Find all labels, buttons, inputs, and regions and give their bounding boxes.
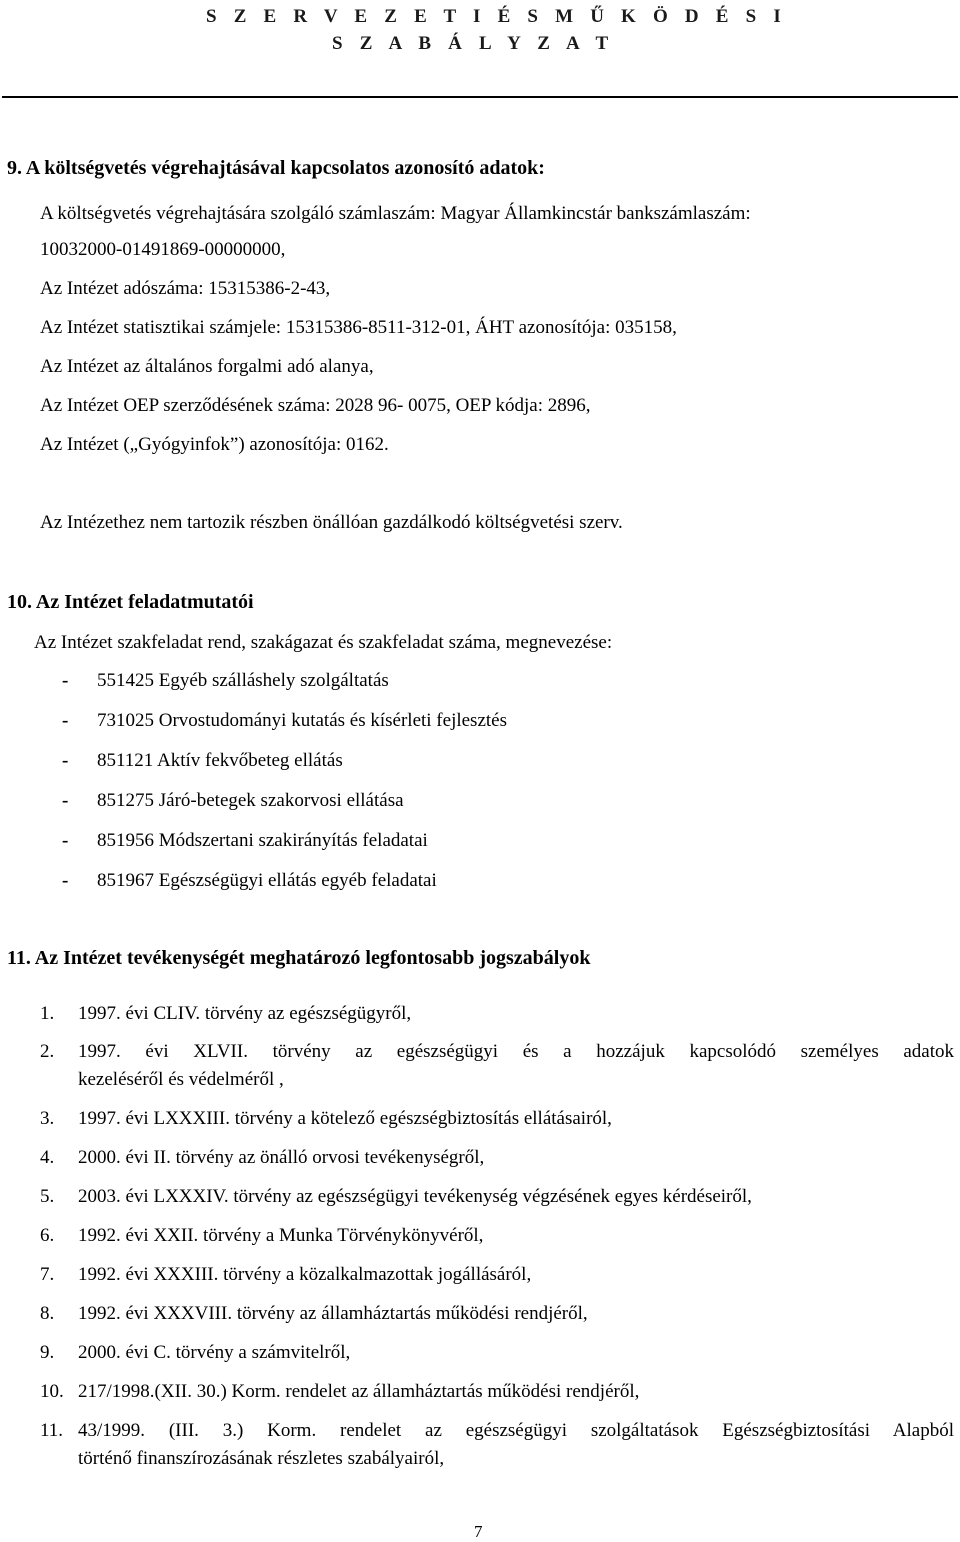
section-9-line: Az Intézet az általános forgalmi adó alanya, [40,356,374,377]
law-number: 2. [40,1041,55,1062]
law-item: 1992. évi XXXVIII. törvény az államháztartás működési rendjéről, [78,1303,588,1324]
law-item: 217/1998.(XII. 30.) Korm. rendelet az államháztartás működési rendjéről, [78,1381,640,1402]
section-11-heading: 11. Az Intézet tevékenységét meghatározó legfontosabb jogszabályok [7,947,591,969]
law-item: 1992. évi XXII. törvény a Munka Törvénykönyvéről, [78,1225,484,1246]
law-item: 43/1999. (III. 3.) Korm. rendelet az egészségügyi szolgáltatások Egészségbiztosítási Alapból [78,1420,954,1441]
list-item: 551425 Egyéb szálláshely szolgáltatás [97,670,389,691]
section-9-line: Az Intézet OEP szerződésének száma: 2028 96- 0075, OEP kódja: 2896, [40,395,591,416]
list-bullet: - [62,830,69,851]
law-item: 1997. évi CLIV. törvény az egészségügyről, [78,1003,412,1024]
section-10-intro: Az Intézet szakfeladat rend, szakágazat és szakfeladat száma, megnevezése: [34,632,613,653]
law-number: 7. [40,1264,55,1285]
list-item: 851956 Módszertani szakirányítás feladatai [97,830,428,851]
section-10-heading: 10. Az Intézet feladatmutatói [7,591,254,613]
law-number: 11. [40,1420,64,1441]
law-item: 1997. évi XLVII. törvény az egészségügyi és a hozzájuk kapcsolódó személyes adatok [78,1041,954,1062]
document-title-line1: S Z E R V E Z E T I É S M Ű K Ö D É S I [206,6,787,27]
list-item: 851275 Járó-betegek szakorvosi ellátása [97,790,404,811]
list-bullet: - [62,870,69,891]
list-item: 851121 Aktív fekvőbeteg ellátás [97,750,343,771]
list-bullet: - [62,670,69,691]
law-item-continuation: kezeléséről és védelméről , [78,1069,284,1090]
law-item: 1992. évi XXXIII. törvény a közalkalmazottak jogállásáról, [78,1264,532,1285]
section-9-note: Az Intézethez nem tartozik részben önállóan gazdálkodó költségvetési szerv. [40,512,623,533]
section-9-line: A költségvetés végrehajtására szolgáló számlaszám: Magyar Államkincstár bankszámlaszám: [40,203,751,224]
list-bullet: - [62,750,69,771]
list-bullet: - [62,710,69,731]
law-number: 1. [40,1003,55,1024]
law-item: 2000. évi II. törvény az önálló orvosi tevékenységről, [78,1147,485,1168]
section-9-line: 10032000-01491869-00000000, [40,239,286,260]
section-9-heading: 9. A költségvetés végrehajtásával kapcsolatos azonosító adatok: [7,157,545,179]
law-number: 3. [40,1108,55,1129]
law-number: 4. [40,1147,55,1168]
law-number: 10. [40,1381,64,1402]
section-9-line: Az Intézet („Gyógyinfok”) azonosítója: 0162. [40,434,389,455]
law-number: 6. [40,1225,55,1246]
list-bullet: - [62,790,69,811]
document-title-line2: S Z A B Á L Y Z A T [332,33,615,54]
law-item: 2000. évi C. törvény a számvitelről, [78,1342,351,1363]
law-number: 5. [40,1186,55,1207]
section-9-line: Az Intézet statisztikai számjele: 15315386-8511-312-01, ÁHT azonosítója: 035158, [40,317,677,338]
law-number: 9. [40,1342,55,1363]
list-item: 851967 Egészségügyi ellátás egyéb feladatai [97,870,437,891]
law-number: 8. [40,1303,55,1324]
header-divider [2,96,958,98]
law-item: 2003. évi LXXXIV. törvény az egészségügyi tevékenység végzésének egyes kérdéseiről, [78,1186,752,1207]
section-9-line: Az Intézet adószáma: 15315386-2-43, [40,278,331,299]
page-number: 7 [474,1522,483,1541]
law-item: 1997. évi LXXXIII. törvény a kötelező egészségbiztosítás ellátásairól, [78,1108,612,1129]
list-item: 731025 Orvostudományi kutatás és kísérleti fejlesztés [97,710,507,731]
law-item-continuation: történő finanszírozásának részletes szabályairól, [78,1448,445,1469]
